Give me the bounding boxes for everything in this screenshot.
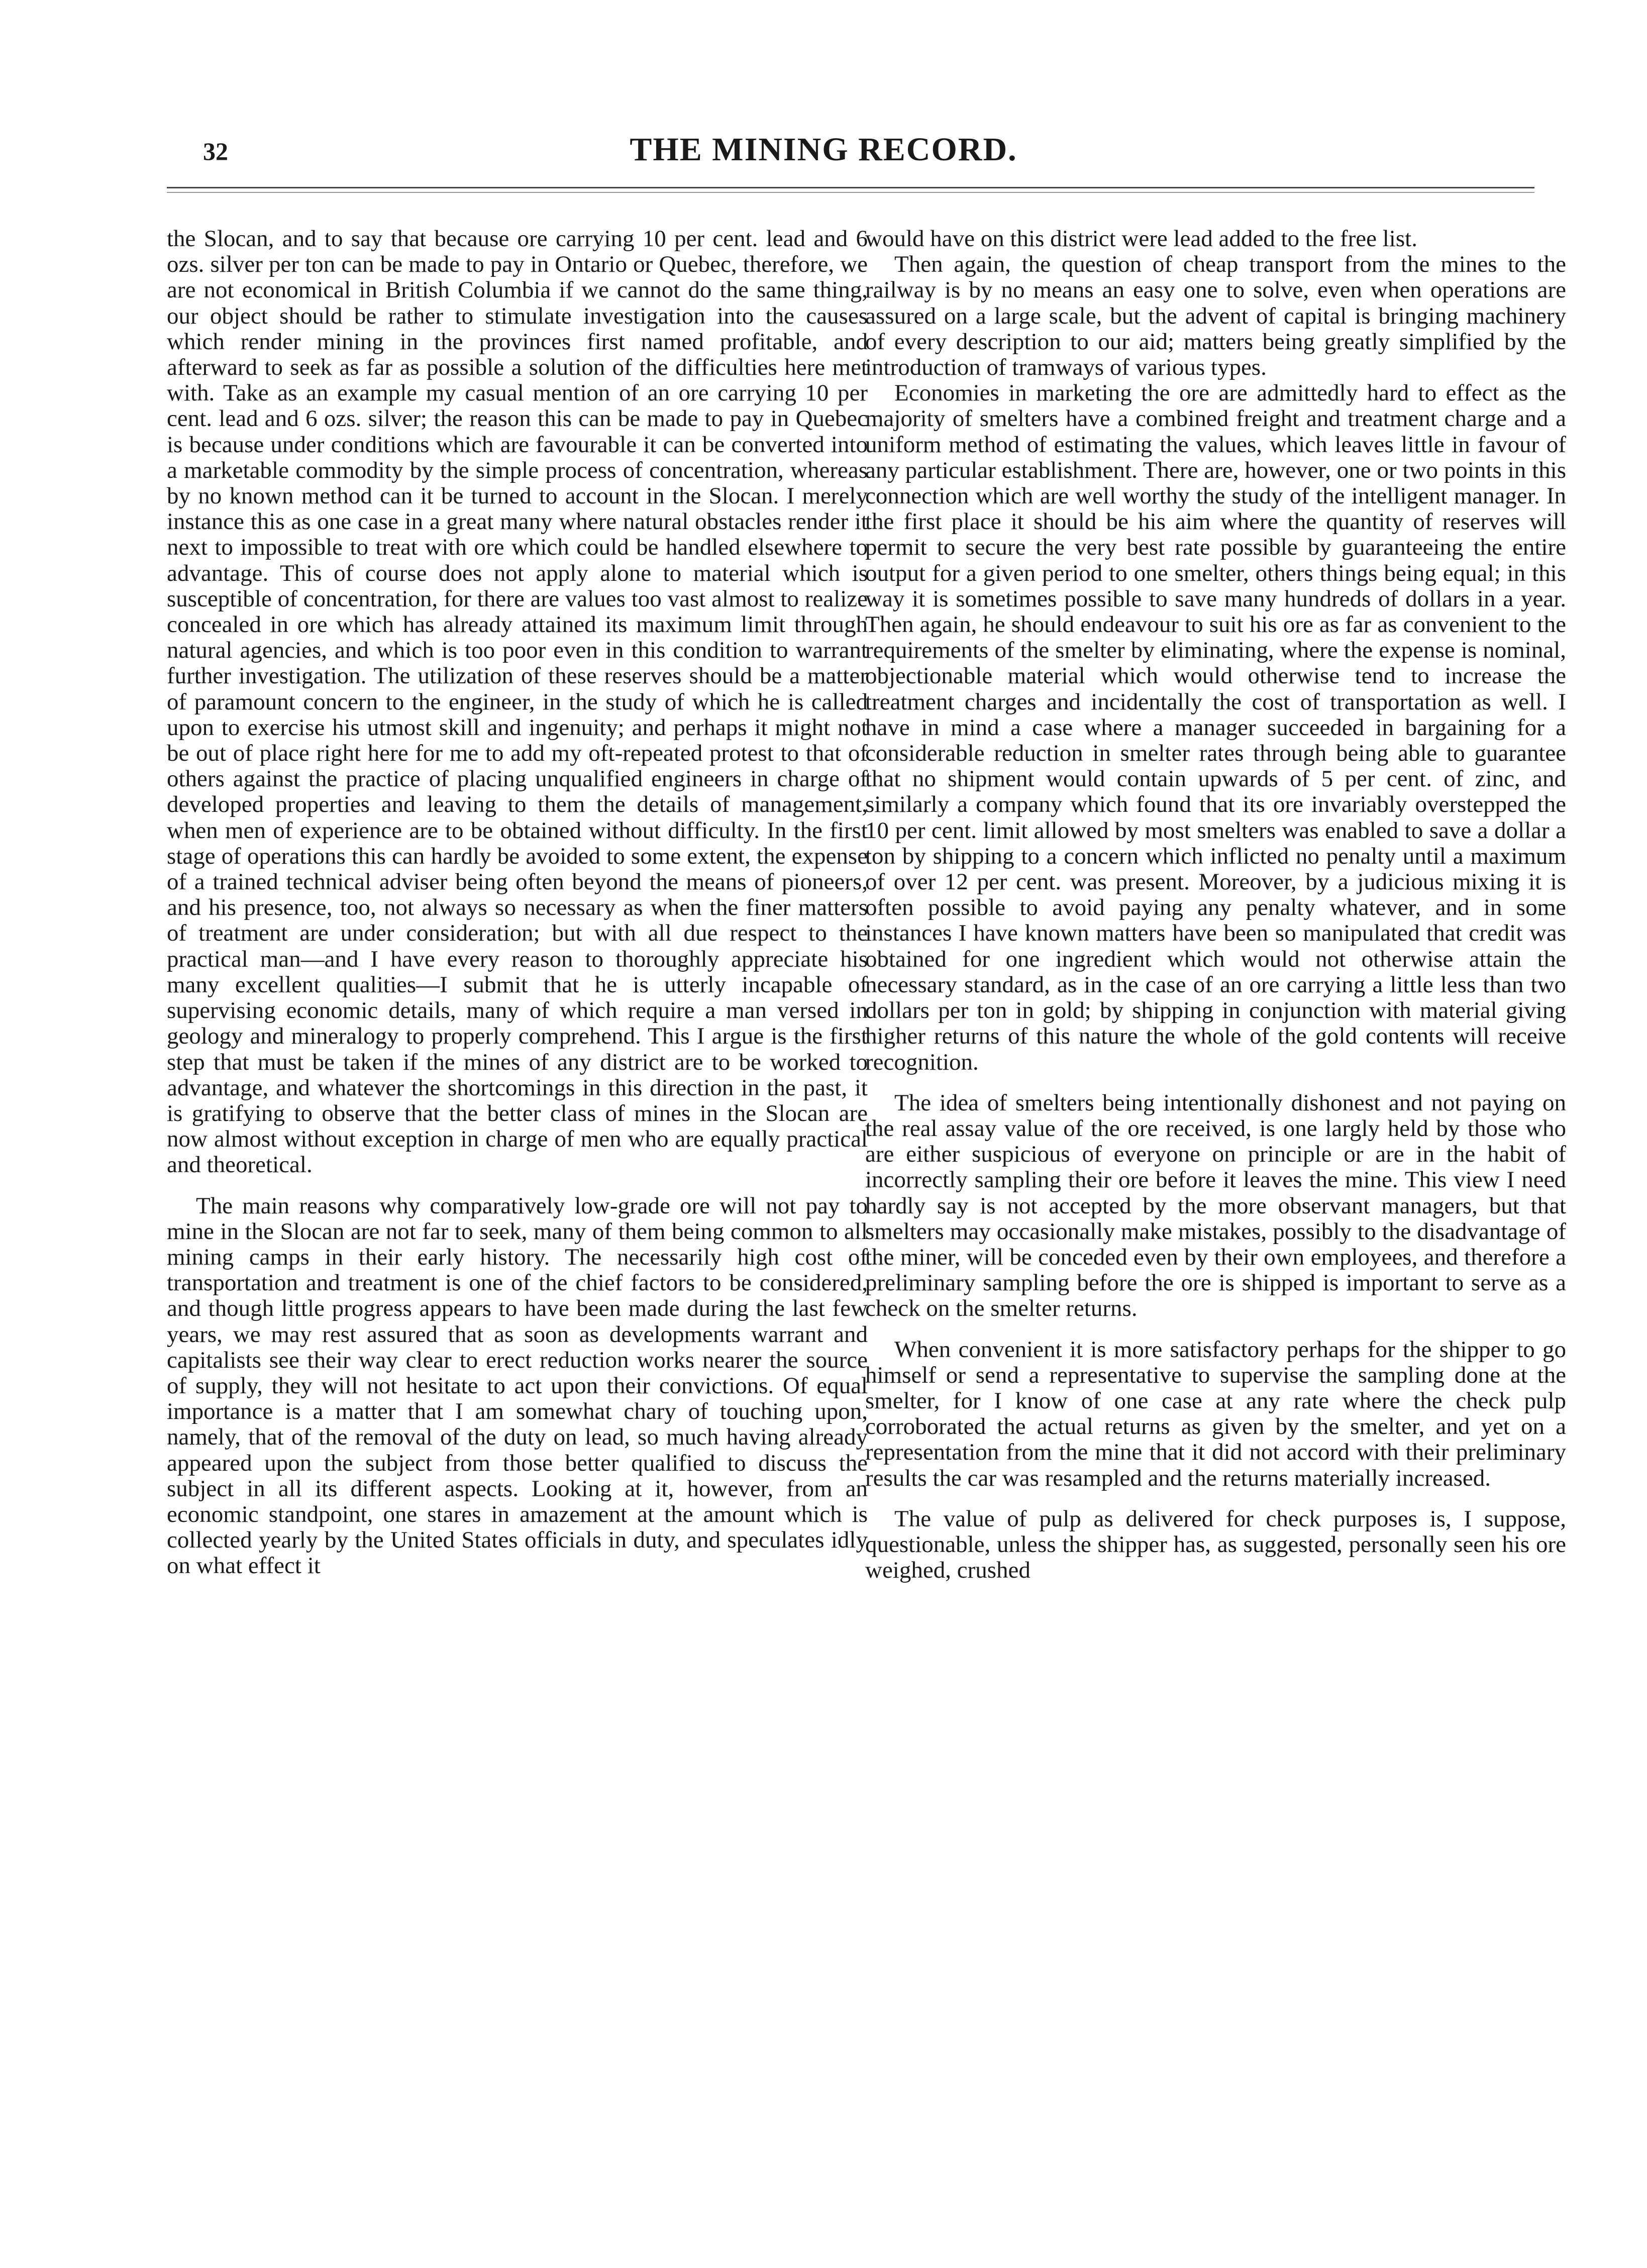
paragraph: the Slocan, and to say that because ore carrying 10 per cent. lead and 6 ozs. silver per ton can be made to pay in Ontario or Quebec, therefore, we are not economical in British Columbia if we cannot do the same thing, our object should be rather to stimulate investigation into the causes which render mining in the provinces first named profitable, and afterward to seek as far as possible a solution of the difficulties here met with. Take as an example my casual mention of an ore carrying 10 per cent. lead and 6 ozs. silver; the reason this can be made to pay in Quebec is because under conditions which are favourable it can be converted into a marketable commodity by the simple process of concentration, whereas by no known method can it be turned to account in the Slocan. I merely instance this as one case in a great many where natural obstacles render it next to impossible to treat with ore which could be handled elsewhere to advantage. This of course does not apply alone to material which is susceptible of concentration, for there are values too vast almost to realize concealed in ore which has already attained its maximum limit through natural agencies, and which is too poor even in this condition to warrant further investigation. The utilization of these reserves should be a matter of paramount concern to the engineer, in the study of which he is called upon to exercise his utmost skill and ingenuity; and perhaps it might not be out of place right here for me to add my oft-repeated protest to that of others against the practice of placing unqualified engineers in charge of developed properties and leaving to them the details of management, when men of experience are to be obtained without difficulty. In the first stage of operations this can hardly be avoided to some extent, the expense of a trained technical adviser being often beyond the means of pioneers, and his presence, too, not always so necessary as when the finer matters of treatment are under consideration; but with all due respect to the practical man—and I have every reason to thoroughly appreciate his many excellent qualities—I submit that he is utterly incapable of supervising economic details, many of which require a man versed in geology and mineralogy to properly comprehend. This I argue is the first step that must be taken if the mines of any district are to be worked to advantage, and whatever the shortcomings in this direction in the past, it is gratifying to observe that the better class of mines in the Slocan are now almost without exception in charge of men who are equally practical and theoretical. xyxy=(167,226,868,1178)
paragraph: The value of pulp as delivered for check purposes is, I suppose, questionable, unless the shipper has, as suggested, personally seen his ore weighed, crushed xyxy=(865,1505,1566,1584)
running-title: THE MINING RECORD. xyxy=(630,131,1017,168)
paragraph: The idea of smelters being intentionally dishonest and not paying on the real assay value of the ore received, is one largly held by those who are either suspicious of everyone on principle or are in the habit of incorrectly sampling their ore before it leaves the mine. This view I need hardly say is not accepted by the more observant managers, but that smelters may occasionally make mistakes, possibly to the disadvantage of the miner, will be conceded even by their own employees, and therefore a preliminary sampling before the ore is shipped is important to serve as a check on the smelter returns. xyxy=(865,1089,1566,1322)
header-rule-secondary xyxy=(167,192,1534,193)
page-number: 32 xyxy=(203,137,228,165)
paragraph: Then again, the question of cheap transport from the mines to the railway is by no means an easy one to solve, even when operations are assured on a large scale, but the advent of capital is bringing machinery of every description to our aid; matters being greatly simplified by the introduction of tramways of various types. xyxy=(865,251,1566,381)
header-rule xyxy=(167,187,1534,188)
right-column xyxy=(865,226,1566,1583)
paragraph: When convenient it is more satisfactory perhaps for the shipper to go himself or send a representative to supervise the sampling done at the smelter, for I know of one case at any rate where the check pulp corroborated the actual returns as given by the smelter, and yet on a representation from the mine that it did not accord with their preliminary results the car was resampled and the returns materially increased. xyxy=(865,1336,1566,1491)
paragraph: The main reasons why comparatively low-grade ore will not pay to mine in the Slocan are not far to seek, many of them being common to all mining camps in their early history. The necessarily high cost of transportation and treatment is one of the chief factors to be considered, and though little progress appears to have been made during the last few years, we may rest assured that as soon as developments warrant and capitalists see their way clear to erect reduction works nearer the source of supply, they will not hesitate to act upon their convictions. Of equal importance is a matter that I am somewhat chary of touching upon, namely, that of the removal of the duty on lead, so much having already appeared upon the subject from those better qualified to discuss the subject in all its different aspects. Looking at it, however, from an economic standpoint, one stares in amazement at the amount which is collected yearly by the United States officials in duty, and speculates idly on what effect it xyxy=(167,1192,868,1579)
paragraph: Economies in marketing the ore are admittedly hard to effect as the majority of smelters have a combined freight and treatment charge and a uniform method of estimating the values, which leaves little in favour of any particular establishment. There are, however, one or two points in this connection which are well worthy the study of the intelligent manager. In the first place it should be his aim where the quantity of reserves will permit to secure the very best rate possible by guaranteeing the entire output for a given period to one smelter, others things being equal; in this way it is sometimes possible to save many hundreds of dollars in a year. Then again, he should endeavour to suit his ore as far as convenient to the requirements of the smelter by eliminating, where the expense is nominal, objectionable material which would otherwise tend to increase the treatment charges and incidentally the cost of transportation as well. I have in mind a case where a manager succeeded in bargaining for a considerable reduction in smelter rates through being able to guarantee that no shipment would contain upwards of 5 per cent. of zinc, and similarly a company which found that its ore invariably overstepped the 10 per cent. limit allowed by most smelters was enabled to save a dollar a ton by shipping to a concern which inflicted no penalty until a maximum of over 12 per cent. was present. Moreover, by a judicious mixing it is often possible to avoid paying any penalty whatever, and in some instances I have known matters have been so manipulated that credit was obtained for one ingredient which would not otherwise attain the necessary standard, as in the case of an ore carrying a little less than two dollars per ton in gold; by shipping in conjunction with material giving higher returns of this nature the whole of the gold contents will receive recognition. xyxy=(865,380,1566,1075)
paragraph: would have on this district were lead added to the free list. xyxy=(865,226,1417,252)
left-column xyxy=(167,226,868,1579)
